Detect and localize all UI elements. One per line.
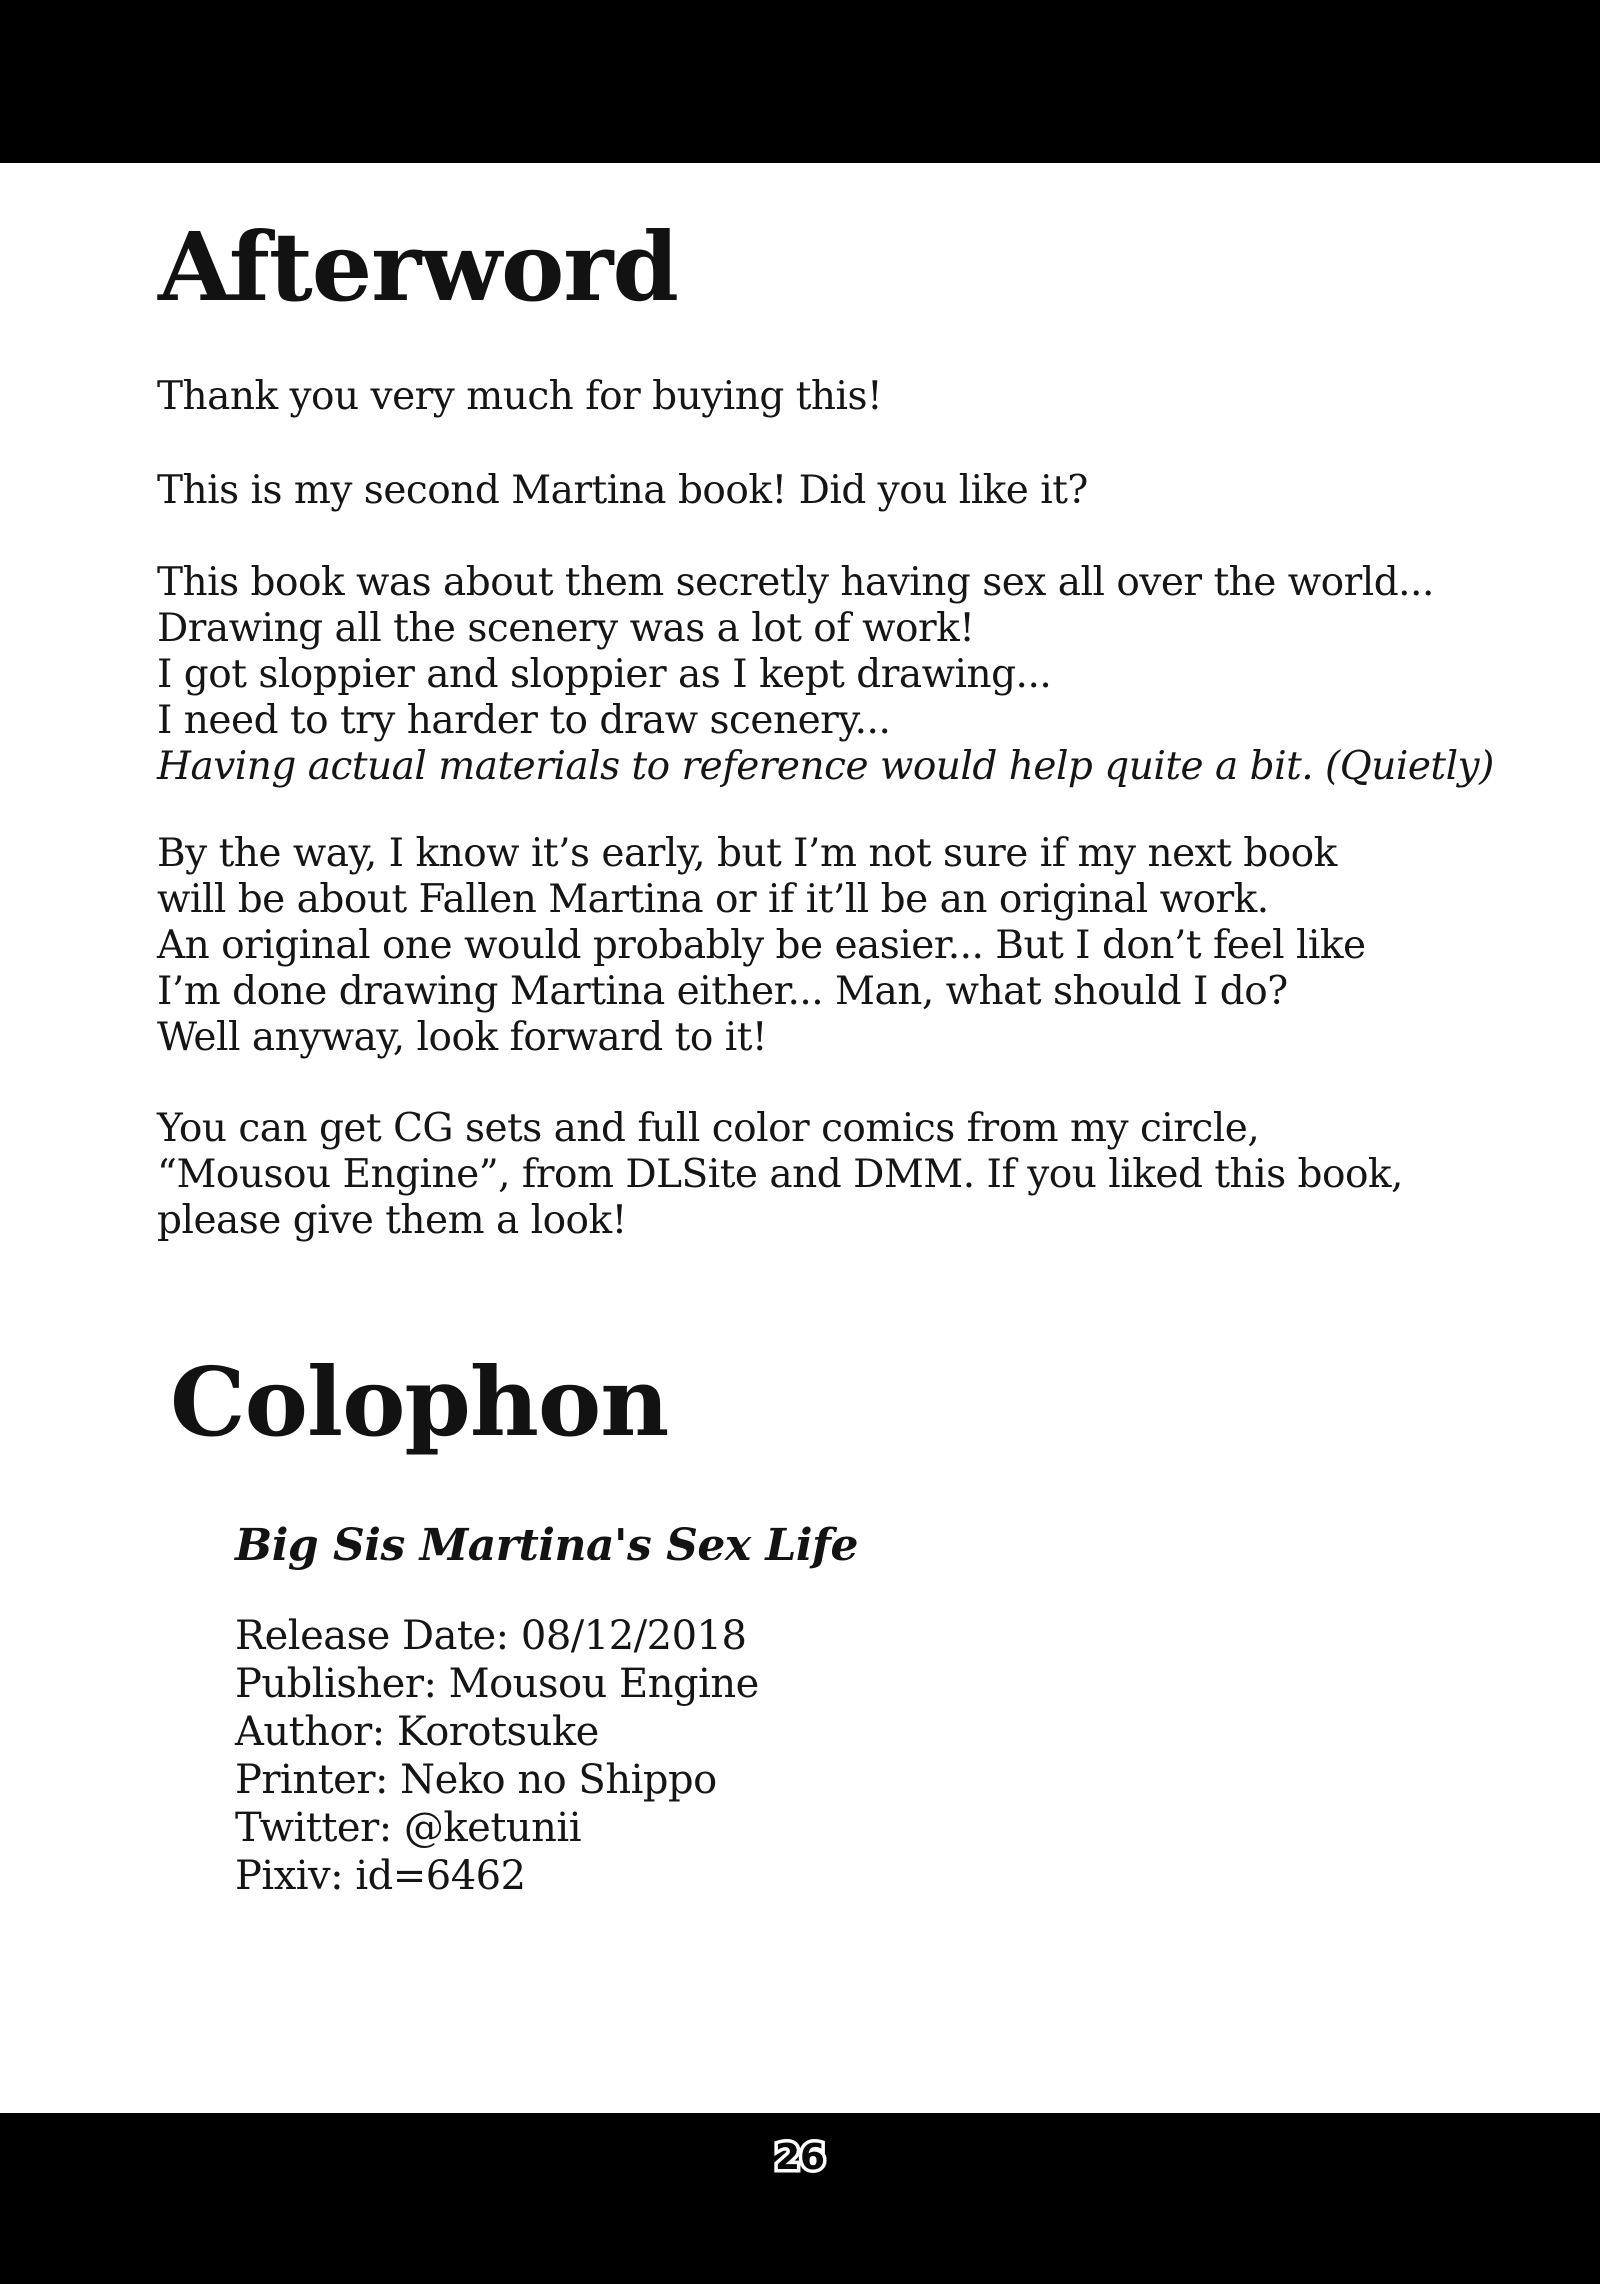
colophon-detail-line: Publisher: Mousou Engine	[235, 1661, 759, 1707]
colophon-detail-line: Release Date: 08/12/2018	[235, 1613, 747, 1659]
colophon-book-title: Big Sis Martina's Sex Life	[235, 1520, 858, 1571]
text-line: I’m done drawing Martina either... Man, what should I do?	[157, 969, 1288, 1014]
afterword-paragraph	[157, 1106, 1403, 1244]
text-line: “Mousou Engine”, from DLSite and DMM. If you liked this book,	[157, 1152, 1403, 1197]
colophon-details	[235, 1612, 759, 1900]
page-number-badge: 26	[774, 2137, 826, 2178]
text-line: Well anyway, look forward to it!	[157, 1015, 768, 1060]
text-line-italic-aside: Having actual materials to reference would help quite a bit. (Quietly)	[157, 744, 1494, 789]
text-line: Thank you very much for buying this!	[157, 374, 883, 419]
afterword-heading: Afterword	[158, 212, 678, 323]
afterword-paragraph	[157, 468, 1088, 514]
text-line: I need to try harder to draw scenery...	[157, 698, 891, 743]
text-line: By the way, I know it’s early, but I’m not sure if my next book	[157, 831, 1337, 876]
top-black-bar	[0, 0, 1600, 163]
afterword-paragraph	[157, 560, 1494, 790]
colophon-heading: Colophon	[170, 1347, 669, 1458]
text-line: please give them a look!	[157, 1198, 627, 1243]
text-line: I got sloppier and sloppier as I kept drawing...	[157, 652, 1052, 697]
text-line: This is my second Martina book! Did you like it?	[157, 468, 1088, 513]
colophon-detail-line: Printer: Neko no Shippo	[235, 1757, 717, 1803]
text-line: Drawing all the scenery was a lot of work!	[157, 606, 975, 651]
colophon-detail-line: Pixiv: id=6462	[235, 1853, 526, 1899]
text-line: will be about Fallen Martina or if it’ll be an original work.	[157, 877, 1269, 922]
text-line: This book was about them secretly having sex all over the world...	[157, 560, 1434, 605]
afterword-paragraph	[157, 374, 882, 420]
colophon-detail-line: Author: Korotsuke	[235, 1709, 599, 1755]
colophon-detail-line: Twitter: @ketunii	[235, 1805, 582, 1851]
afterword-paragraph	[157, 831, 1366, 1061]
text-line: You can get CG sets and full color comics from my circle,	[157, 1106, 1260, 1151]
text-line: An original one would probably be easier... But I don’t feel like	[157, 923, 1366, 968]
